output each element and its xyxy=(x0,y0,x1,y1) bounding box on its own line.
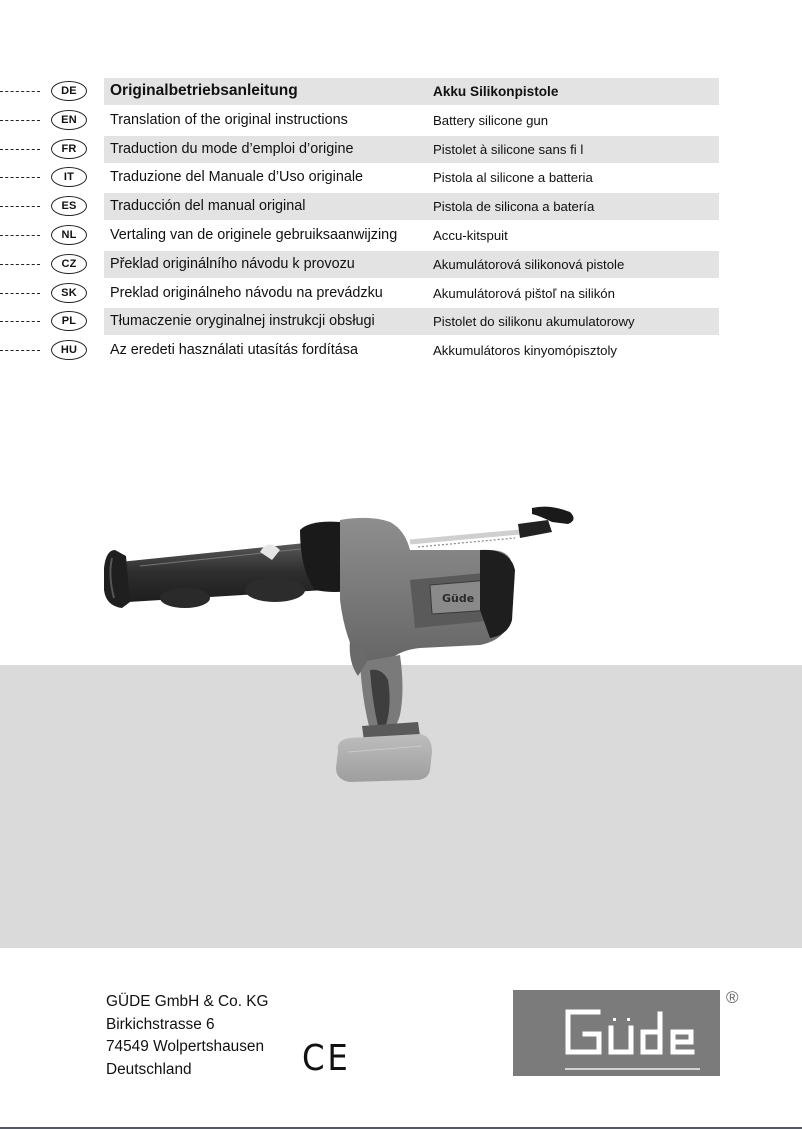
leader-dashes xyxy=(0,321,40,322)
device-logo-text: Güde xyxy=(442,592,475,605)
language-row-de xyxy=(0,78,802,107)
company-address xyxy=(106,991,269,1081)
language-row-nl xyxy=(0,222,802,251)
product-name: Akkumulátoros kinyomópisztoly xyxy=(433,343,617,359)
silicone-gun-illustration xyxy=(100,490,590,790)
language-badge: FR xyxy=(51,139,87,159)
leader-dashes xyxy=(0,235,40,236)
language-badge: EN xyxy=(51,110,87,130)
product-name: Pistolet à silicone sans fi l xyxy=(433,141,584,157)
language-badge: CZ xyxy=(51,254,87,274)
leader-dashes xyxy=(0,149,40,150)
leader-dashes xyxy=(0,177,40,178)
product-name: Akumulátorová pištoľ na silikón xyxy=(433,285,615,301)
manual-title: Traduction du mode d’emploi d’origine xyxy=(110,140,354,157)
leader-dashes xyxy=(0,293,40,294)
registered-trademark-icon: ® xyxy=(726,988,739,1007)
product-name: Pistola de silicona a batería xyxy=(433,199,595,215)
leader-dashes xyxy=(0,350,40,351)
address-company: GÜDE GmbH & Co. KG xyxy=(106,993,269,1010)
language-row-cz xyxy=(0,251,802,280)
manual-title: Překlad originálního návodu k provozu xyxy=(110,255,355,272)
manual-title: Traduzione del Manuale d’Uso originale xyxy=(110,169,364,186)
manual-title: Az eredeti használati utasítás fordítása xyxy=(110,342,358,359)
manual-title: Traducción del manual original xyxy=(110,198,306,215)
language-row-sk xyxy=(0,280,802,309)
language-badge: DE xyxy=(51,81,87,101)
address-street: Birkichstrasse 6 xyxy=(106,1015,215,1033)
product-name: Akumulátorová silikonová pistole xyxy=(433,256,625,272)
manual-title: Vertaling van de originele gebruiksaanwijzing xyxy=(110,226,398,243)
language-row-es xyxy=(0,193,802,222)
product-name: Accu-kitspuit xyxy=(433,227,508,243)
language-badge: PL xyxy=(51,311,87,331)
leader-dashes xyxy=(0,91,40,92)
language-badge: NL xyxy=(51,225,87,245)
language-badge: ES xyxy=(51,196,87,216)
manual-title: Translation of the original instructions xyxy=(110,111,348,128)
manual-title: Preklad originálneho návodu na prevádzku xyxy=(110,284,383,301)
leader-dashes xyxy=(0,264,40,265)
language-badge: HU xyxy=(51,340,87,360)
language-row-it xyxy=(0,164,802,193)
language-badge: IT xyxy=(51,167,87,187)
language-row-pl xyxy=(0,308,802,337)
product-name: Pistolet do silikonu akumulatorowy xyxy=(433,314,635,330)
language-row-en xyxy=(0,107,802,136)
product-name: Pistola al silicone a batteria xyxy=(433,170,593,186)
language-row-fr xyxy=(0,136,802,165)
manual-title: Originalbetriebsanleitung xyxy=(110,82,298,99)
address-country: Deutschland xyxy=(106,1060,192,1078)
gude-logo-icon xyxy=(513,990,720,1076)
brand-logo xyxy=(513,990,720,1076)
leader-dashes xyxy=(0,206,40,207)
product-name: Battery silicone gun xyxy=(433,112,549,128)
ce-mark-icon: CE xyxy=(302,1038,351,1079)
manual-title: Tłumaczenie oryginalnej instrukcji obsługi xyxy=(110,313,375,330)
language-table xyxy=(0,78,802,366)
language-row-hu xyxy=(0,337,802,366)
language-badge: SK xyxy=(51,283,87,303)
leader-dashes xyxy=(0,120,40,121)
address-city: 74549 Wolpertshausen xyxy=(106,1038,265,1055)
product-name: Akku Silikonpistole xyxy=(433,84,559,99)
